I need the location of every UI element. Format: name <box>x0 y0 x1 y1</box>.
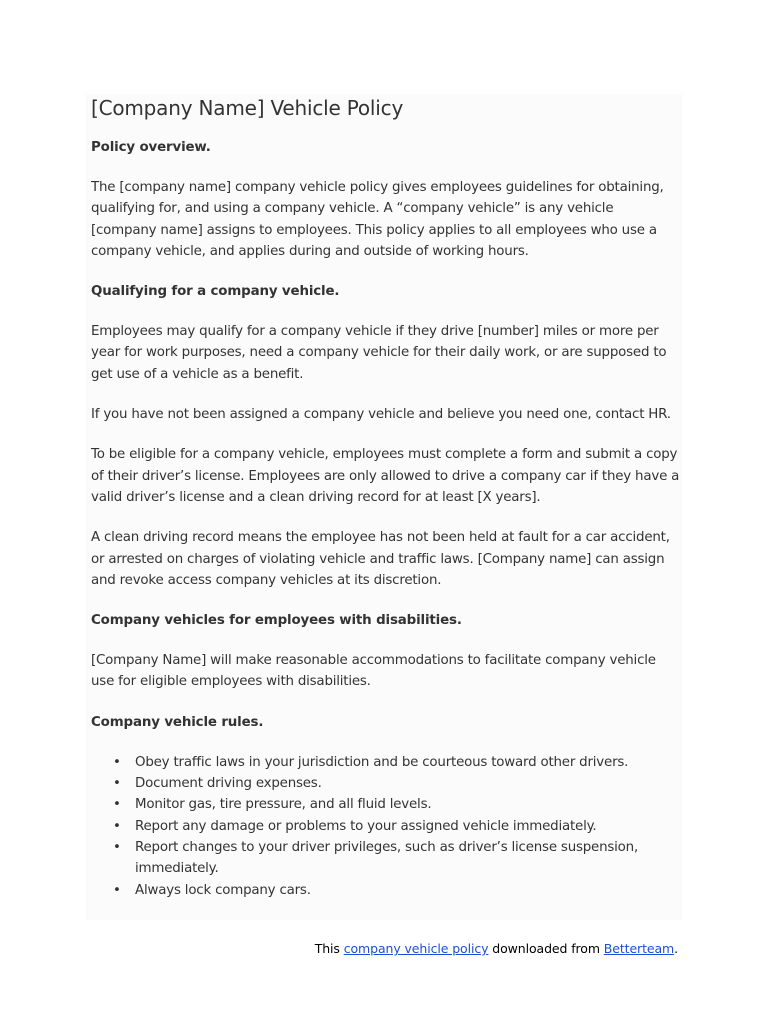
rule-text: Report any damage or problems to your assigned vehicle immediately. <box>135 818 597 834</box>
rule-text: Monitor gas, tire pressure, and all fluid levels. <box>135 797 432 813</box>
rule-text: Obey traffic laws in your jurisdiction and be courteous toward other drivers. <box>135 754 629 770</box>
list-item <box>113 752 681 773</box>
heading-vehicle-rules: Company vehicle rules. <box>91 714 264 730</box>
disabilities-paragraph: [Company Name] will make reasonable accommodations to facilitate company vehicle use for eligible employees with disabilities. <box>91 653 656 690</box>
bullet-icon: • <box>113 797 121 813</box>
qualifying-paragraph-2: If you have not been assigned a company vehicle and believe you need one, contact HR. <box>91 407 671 423</box>
heading-qualifying: Qualifying for a company vehicle. <box>91 284 340 300</box>
rule-text: Document driving expenses. <box>135 776 322 792</box>
vehicle-rules-list <box>91 752 681 901</box>
document-content <box>91 95 681 901</box>
qualifying-paragraph-3: To be eligible for a company vehicle, employees must complete a form and submit a copy of their driver’s license. Employees are only allowed to drive a company car if they have a valid driver’s license and a clean driving record for at least [X years]. <box>91 447 680 505</box>
betterteam-link[interactable]: Betterteam <box>603 941 675 956</box>
footer-middle: downloaded from <box>488 941 604 956</box>
bullet-icon: • <box>113 882 121 898</box>
qualifying-paragraph-1: Employees may qualify for a company vehicle if they drive [number] miles or more per year for work purposes, need a company vehicle for their daily work, or are supposed to get use of a vehicle as a benefit. <box>91 324 667 382</box>
bullet-icon: • <box>113 839 121 855</box>
rule-text: Report changes to your driver privileges, such as driver’s license suspension, immediately. <box>135 839 639 877</box>
list-item <box>113 837 681 880</box>
footer-suffix: . <box>674 941 678 956</box>
download-credit-footer <box>315 940 678 958</box>
list-item <box>113 880 681 901</box>
document-title: [Company Name] Vehicle Policy <box>91 96 404 120</box>
overview-paragraph: The [company name] company vehicle policy gives employees guidelines for obtaining, qualifying for, and using a company vehicle. A “company vehicle” is any vehicle [company name] assigns to employees. This policy applies to all employees who use a company vehicle, and applies during and outside of working hours. <box>91 180 664 259</box>
heading-disabilities: Company vehicles for employees with disabilities. <box>91 613 462 629</box>
heading-policy-overview: Policy overview. <box>91 140 211 155</box>
qualifying-paragraph-4: A clean driving record means the employee has not been held at fault for a car accident, or arrested on charges of violating vehicle and traffic laws. [Company name] can assign and revoke access company vehicles at its discretion. <box>91 530 670 588</box>
bullet-icon: • <box>113 776 121 792</box>
bullet-icon: • <box>113 754 121 770</box>
list-item <box>113 816 681 837</box>
list-item <box>113 773 681 794</box>
bullet-icon: • <box>113 818 121 834</box>
rule-text: Always lock company cars. <box>135 882 311 898</box>
footer-prefix: This <box>314 941 344 956</box>
list-item <box>113 794 681 815</box>
company-vehicle-policy-link[interactable]: company vehicle policy <box>343 941 489 956</box>
